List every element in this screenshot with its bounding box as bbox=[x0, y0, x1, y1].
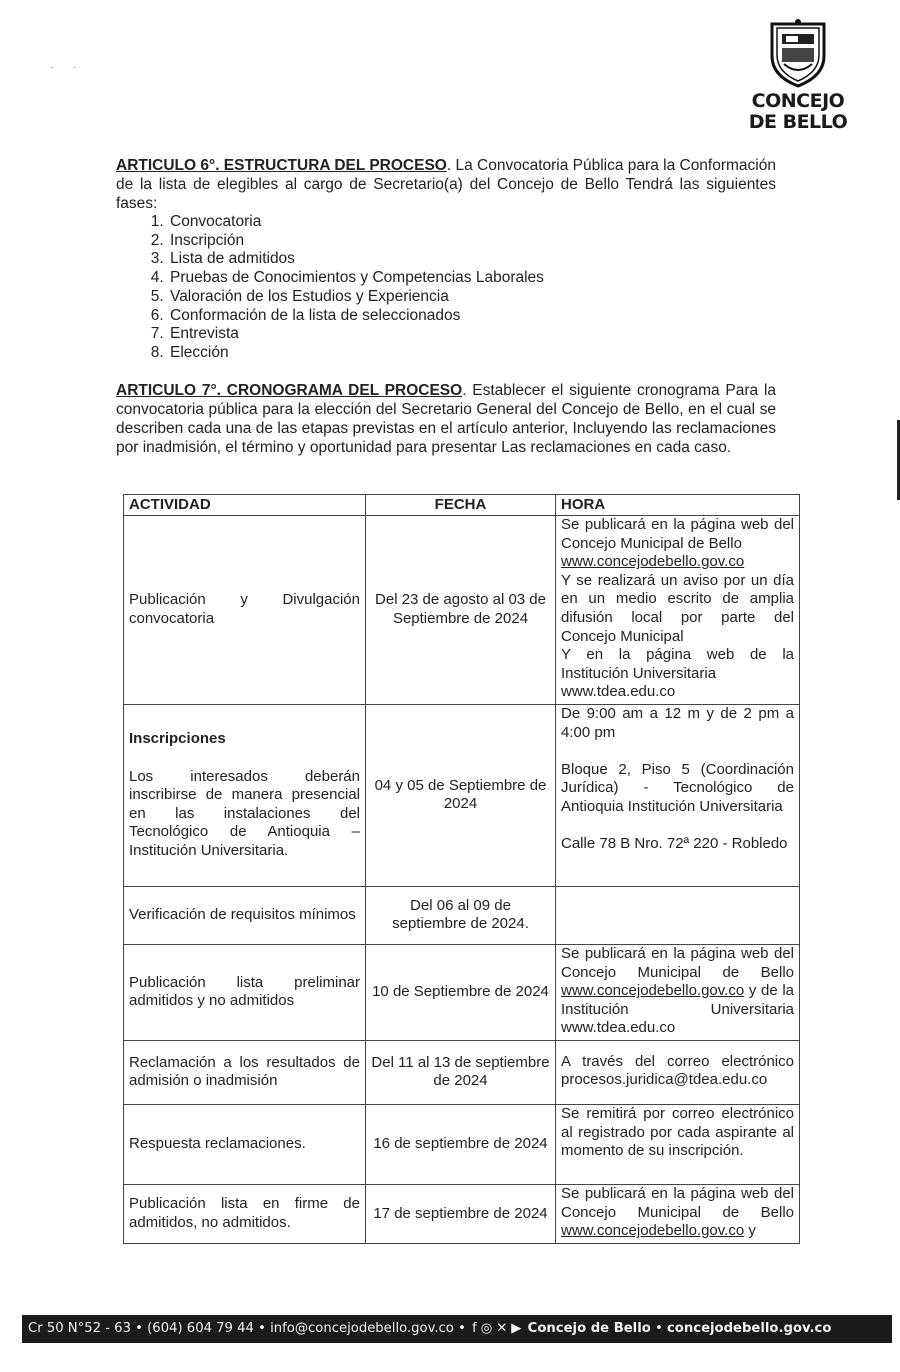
hora-text: y de la Institución Universitaria bbox=[561, 982, 794, 1018]
hora-text: Y en la página web de la Institución Universitaria bbox=[561, 646, 794, 682]
cell-actividad: Publicación lista en firme de admitidos, no admitidos. bbox=[124, 1184, 366, 1243]
cell-hora: A través del correo electrónico procesos.juridica@tdea.edu.co bbox=[556, 1040, 800, 1104]
table-row bbox=[124, 886, 800, 944]
article-7-heading: ARTICULO 7°. CRONOGRAMA DEL PROCESO bbox=[116, 381, 463, 399]
cell-hora: Se remitirá por correo electrónico al registrado por cada aspirante al momento de su inscripción. bbox=[556, 1104, 800, 1184]
phase-item: 7. Entrevista bbox=[168, 325, 776, 344]
youtube-icon[interactable]: ▶ bbox=[511, 1321, 522, 1336]
schedule-table bbox=[123, 494, 800, 1244]
footer-bar bbox=[22, 1315, 892, 1343]
cell-hora bbox=[556, 944, 800, 1040]
x-icon[interactable]: ✕ bbox=[496, 1321, 508, 1336]
phase-item: 3. Lista de admitidos bbox=[168, 250, 776, 269]
separator-dot: • bbox=[458, 1321, 466, 1336]
table-row bbox=[124, 704, 800, 886]
hora-text: y bbox=[748, 1222, 756, 1240]
cell-fecha: 16 de septiembre de 2024 bbox=[366, 1104, 556, 1184]
cell-actividad bbox=[124, 704, 366, 886]
cell-hora bbox=[556, 516, 800, 705]
cell-hora bbox=[556, 1184, 800, 1243]
footer-site[interactable]: concejodebello.gov.co bbox=[666, 1321, 832, 1336]
hora-text: Se publicará en la página web del Concejo Municipal de Bello bbox=[561, 516, 794, 552]
phase-item: 5. Valoración de los Estudios y Experiencia bbox=[168, 288, 776, 307]
table-row bbox=[124, 1184, 800, 1243]
phase-item: 8. Elección bbox=[168, 344, 776, 363]
table-row bbox=[124, 1104, 800, 1184]
link-tdea[interactable]: www.tdea.edu.co bbox=[561, 1019, 676, 1037]
footer-phone: (604) 604 79 44 bbox=[147, 1321, 254, 1336]
table-row bbox=[124, 944, 800, 1040]
phase-item: 4. Pruebas de Conocimientos y Competencias Laborales bbox=[168, 269, 776, 288]
article-6-heading: ARTICULO 6°. ESTRUCTURA DEL PROCESO bbox=[116, 157, 447, 174]
link-tdea[interactable]: www.tdea.edu.co bbox=[561, 683, 676, 701]
table-row bbox=[124, 1040, 800, 1104]
phases-list bbox=[116, 213, 776, 363]
hora-text: Y se realizará un aviso por un día en un medio escrito de amplia difusión local por parte del Concejo Municipal bbox=[561, 571, 794, 645]
separator-dot: • bbox=[135, 1321, 143, 1336]
separator-dot: • bbox=[258, 1321, 266, 1336]
footer-email[interactable]: info@concejodebello.gov.co bbox=[270, 1321, 454, 1336]
hora-text: Se publicará en la página web del Concejo Municipal de Bello bbox=[561, 944, 794, 981]
instagram-icon[interactable]: ◎ bbox=[480, 1321, 493, 1336]
logo-line-2: DE BELLO bbox=[748, 111, 848, 133]
cell-actividad: Publicación y Divulgación convocatoria bbox=[124, 516, 366, 705]
table-header-row bbox=[124, 495, 800, 516]
scan-speck: · · bbox=[50, 62, 77, 73]
inscripciones-text: Los interesados deberán inscribirse de manera presencial en las instalaciones del Tecnológico de Antioquia – Institución Universitaria. bbox=[129, 767, 360, 859]
article-7-intro: . Establecer el siguiente cronograma Para la convocatoria pública para la elección del Secretario General del Concejo de Bello, en el cual se describen cada una de las etapas previstas en el artículo anterior, Incluyendo las reclamaciones por inadmisión, el término y oportunidad para presentar Las reclamaciones en cada caso. bbox=[116, 381, 777, 456]
coat-of-arms-icon bbox=[762, 18, 834, 90]
cell-actividad: Publicación lista preliminar admitidos y no admitidos bbox=[124, 944, 366, 1040]
article-6-intro: . La Convocatoria Pública para la Conformación de la lista de elegibles al cargo de Secretario(a) del Concejo de Bello Tendrá las siguientes fases: bbox=[116, 157, 776, 212]
header-actividad: ACTIVIDAD bbox=[124, 495, 366, 516]
cell-fecha: Del 11 al 13 de septiembre de 2024 bbox=[366, 1040, 556, 1104]
concejo-logo bbox=[742, 18, 854, 136]
hora-text: Bloque 2, Piso 5 (Coordinación Jurídica) - Tecnológico de Antioquia Institución Universitaria bbox=[561, 760, 794, 815]
cell-actividad: Reclamación a los resultados de admisión o inadmisión bbox=[124, 1040, 366, 1104]
header-fecha: FECHA bbox=[366, 495, 556, 516]
cell-fecha: 04 y 05 de Septiembre de 2024 bbox=[366, 704, 556, 886]
inscripciones-title: Inscripciones bbox=[129, 730, 226, 748]
cell-actividad: Verificación de requisitos mínimos bbox=[124, 886, 366, 944]
cell-fecha: 10 de Septiembre de 2024 bbox=[366, 944, 556, 1040]
header-hora: HORA bbox=[556, 495, 800, 516]
facebook-icon[interactable]: f bbox=[472, 1321, 477, 1336]
cell-hora bbox=[556, 886, 800, 944]
cell-fecha: 17 de septiembre de 2024 bbox=[366, 1184, 556, 1243]
hora-text: Se publicará en la página web del Concejo Municipal de Bello bbox=[561, 1184, 794, 1221]
article-6-paragraph bbox=[116, 156, 776, 213]
footer-address: Cr 50 N°52 - 63 bbox=[28, 1321, 131, 1336]
hora-text: Calle 78 B Nro. 72ª 220 - Robledo bbox=[561, 835, 788, 853]
document-body bbox=[116, 156, 776, 457]
phase-item: 2. Inscripción bbox=[168, 232, 776, 251]
logo-line-1: CONCEJO bbox=[751, 90, 845, 112]
link-concejo[interactable]: www.concejodebello.gov.co bbox=[561, 982, 745, 1000]
footer-brand: Concejo de Bello bbox=[527, 1321, 651, 1336]
cell-fecha: Del 23 de agosto al 03 de Septiembre de 2024 bbox=[366, 516, 556, 705]
cell-hora bbox=[556, 704, 800, 886]
phase-item: 6. Conformación de la lista de seleccionados bbox=[168, 307, 776, 326]
separator-dot: • bbox=[655, 1321, 663, 1336]
link-concejo[interactable]: www.concejodebello.gov.co bbox=[561, 1222, 745, 1240]
article-7-paragraph bbox=[116, 381, 776, 457]
cell-fecha: Del 06 al 09 de septiembre de 2024. bbox=[366, 886, 556, 944]
table-row bbox=[124, 516, 800, 705]
link-concejo[interactable]: www.concejodebello.gov.co bbox=[561, 553, 745, 571]
cell-actividad: Respuesta reclamaciones. bbox=[124, 1104, 366, 1184]
phase-item: 1. Convocatoria bbox=[168, 213, 776, 232]
hora-text: De 9:00 am a 12 m y de 2 pm a 4:00 pm bbox=[561, 704, 794, 741]
